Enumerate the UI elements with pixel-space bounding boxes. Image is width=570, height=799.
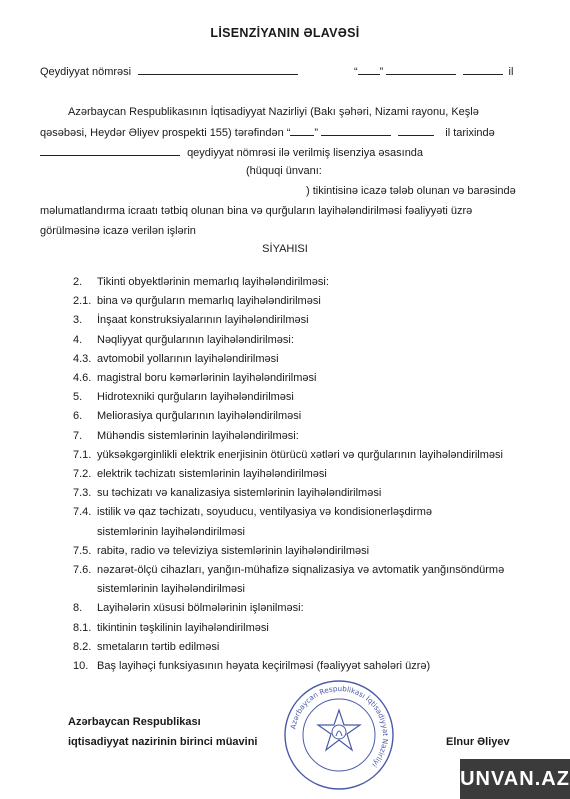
signature-name: Elnur Əliyev [446,736,510,748]
list-item-number: 7.3. [73,487,92,500]
date-suffix: il [508,66,514,78]
list-item-number: 7.2. [73,468,92,480]
list-item-text: magistral boru kəmərlərinin layihələndirilməsi [97,372,317,384]
list-item-number: 4.6. [73,372,92,384]
stamp-outer-ring [285,681,393,789]
paragraph-line-3-text: qeydiyyat nömrəsi ilə verilmiş lisenziya əsasında [187,147,424,159]
list-item-text-continued: sistemlərinin layihələndirilməsi [97,583,245,596]
paragraph-line-2c: il tarixində [445,127,495,139]
list-item-text: yüksəkgərginlikli elektrik enerjisinin ötürücü xətləri və qurğularının layihələndirilməsi [97,448,503,461]
date-close-quote: ” [379,66,384,78]
list-item-number: 7.5. [73,544,92,557]
list-item-text: tikintinin təşkilinin layihələndirilməsi [97,621,269,634]
list-item-text: Nəqliyyat qurğularının layihələndirilməsi: [97,333,294,346]
list-item-number: 7. [73,429,83,442]
list-item-number: 8.1. [73,621,92,634]
list-item-number: 5. [73,391,83,404]
list-item-text: rabitə, radio və televiziya sistemlərinin layihələndirilməsi [97,544,370,557]
paragraph-line-5: ) tikintisinə icazə tələb olunan və barəsində [306,185,516,197]
list-item-number: 4. [73,333,83,346]
list-item-text: su təchizatı və kanalizasiya sistemlərinin layihələndirilməsi [97,487,382,500]
official-stamp [282,678,396,792]
list-item-text: bina və qurğuların memarlıq layihələndirilməsi [97,295,321,308]
list-item-text: smetaların tərtib edilməsi [97,640,220,653]
site-watermark: UNVAN.AZ [460,759,570,799]
list-item-number: 7.6. [73,564,92,576]
paragraph-line-7: görülməsinə icazə verilən işlərin [40,225,196,237]
list-item-number: 8.2. [73,640,92,653]
list-item-text: Layihələrin xüsusi bölmələrinin işlənilməsi: [97,602,304,615]
list-item-text: Baş layihəçi funksiyasının həyata keçirilməsi (fəaliyyət sahələri üzrə) [97,660,431,672]
signature-org-line-2: iqtisadiyyat nazirinin birinci müavini [68,736,258,748]
paragraph-number-blank [40,145,180,156]
paragraph-line-6: məlumatlandırma icraatı tətbiq olunan bina və qurğuların layihələndirilməsi fəaliyyəti üzrə [40,205,473,217]
date-open-quote: “ [354,66,358,78]
list-item-number: 3. [73,314,83,327]
list-item-text: istilik və qaz təchizatı, soyuducu, ventilyasiya və kondisionerləşdirmə [97,506,433,519]
list-item-number: 2. [73,276,83,288]
paragraph-day-blank [290,125,314,136]
list-item-number: 7.4. [73,506,92,519]
date-day-blank [358,64,380,75]
list-item-text: Tikinti obyektlərinin memarlıq layihələndirilməsi: [97,276,329,288]
paragraph-line-1: Azərbaycan Respublikasının İqtisadiyyat Nazirliyi (Bakı şəhəri, Nizami rayonu, Keşlə [68,106,479,118]
list-item-number: 10. [73,660,89,672]
list-item-text: Hidrotexniki qurğuların layihələndirilməsi [97,391,294,404]
paragraph-line-3 [40,145,423,160]
paragraph-line-2 [40,125,495,140]
registration-line [40,64,298,79]
list-item-number: 8. [73,602,83,615]
list-item-number: 4.3. [73,352,92,365]
registration-date [354,64,513,79]
paragraph-line-2a: qəsəbəsi, Heydər Əliyev prospekti 155) tərəfindən “ [40,127,291,139]
registration-label: Qeydiyyat nömrəsi [40,66,132,78]
list-item-number: 6. [73,410,83,423]
signature-org-line-1: Azərbaycan Respublikası [68,716,201,728]
registration-number-blank [138,64,298,75]
paragraph-line-2b: ” [314,127,319,139]
paragraph-year-blank [398,125,434,136]
list-item-text: nəzarət-ölçü cihazları, yanğın-mühafizə siqnalizasiya və avtomatik yanğınsöndürmə [97,564,505,576]
list-item-text-continued: sistemlərinin layihələndirilməsi [97,525,245,538]
date-month-blank [386,64,456,75]
list-item-text: elektrik təchizatı sistemlərinin layihələndirilməsi [97,468,327,480]
list-item-number: 7.1. [73,448,92,461]
paragraph-month-blank [321,125,391,136]
emblem-icon [318,710,360,750]
list-item-number: 2.1. [73,295,92,308]
stamp-text: Azərbaycan Respublikası İqtisadiyyat Nazirliyi [288,683,391,770]
list-item-text: İnşaat konstruksiyalarının layihələndirilməsi [97,314,309,327]
list-item-text: Mühəndis sistemlərinin layihələndirilməsi: [97,429,299,442]
document-title: LİSENZİYANIN ƏLAVƏSİ [210,26,360,40]
list-heading: SİYAHISI [262,243,308,255]
list-item-text: avtomobil yollarının layihələndirilməsi [97,352,279,365]
date-year-blank [463,64,503,75]
paragraph-line-4: (hüquqi ünvanı: [246,165,322,177]
list-item-text: Meliorasiya qurğularının layihələndirilməsi [97,410,302,423]
